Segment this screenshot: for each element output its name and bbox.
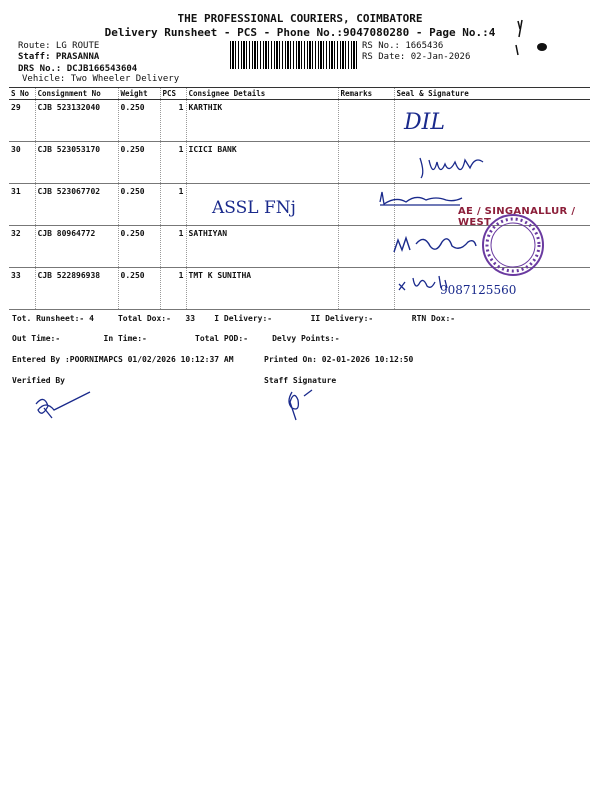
drs-number: DRS No.: DCJB166543604	[18, 64, 138, 74]
verified-signature	[30, 388, 100, 428]
row-remarks	[338, 268, 394, 310]
row-remarks	[338, 100, 394, 142]
row-pcs: 1	[160, 100, 186, 142]
runsheet-subtitle: Delivery Runsheet - PCS - Phone No.:9047080280 - Page No.:4	[104, 26, 496, 39]
row-sno: 29	[9, 100, 35, 142]
totals-line: Tot. Runsheet:- 4 Total Dox:- 33 I Delivery:- II Delivery:- RTN Dox:-	[12, 314, 456, 323]
row-signature	[394, 142, 590, 184]
staff-label: Staff: PRASANNA	[18, 52, 100, 62]
rs-number: RS No.: 1665436	[362, 41, 444, 51]
col-pcs: PCS	[160, 88, 186, 100]
row-consignment: CJB 80964772	[35, 226, 118, 268]
row-sno: 31	[9, 184, 35, 226]
table-header	[9, 88, 590, 100]
row-weight: 0.250	[118, 100, 160, 142]
handwritten-consignee-row31: ASSL FNj	[212, 198, 296, 218]
row-consignment: CJB 523067702	[35, 184, 118, 226]
staff-signature	[282, 386, 332, 422]
col-signature: Seal & Signature	[394, 88, 590, 100]
col-remarks: Remarks	[338, 88, 394, 100]
signature-row29: DIL	[404, 110, 445, 135]
entered-by: Entered By :POORNIMAPCS 01/02/2026 10:12:37 AM	[12, 355, 234, 364]
row-sno: 32	[9, 226, 35, 268]
printed-on: Printed On: 02-01-2026 10:12:50	[264, 355, 414, 364]
col-weight: Weight	[118, 88, 160, 100]
row-consignment: CJB 523053170	[35, 142, 118, 184]
row-weight: 0.250	[118, 142, 160, 184]
row-weight: 0.250	[118, 268, 160, 310]
route-label: Route: LG ROUTE	[18, 41, 100, 51]
row-consignment: CJB 523132040	[35, 100, 118, 142]
row-consignee: KARTHIK	[186, 100, 338, 142]
row-weight: 0.250	[118, 184, 160, 226]
col-sno: S No	[9, 88, 35, 100]
table-row	[9, 226, 590, 268]
staff-signature-label: Staff Signature	[264, 376, 337, 385]
row-sno: 30	[9, 142, 35, 184]
row-pcs: 1	[160, 184, 186, 226]
vehicle-label: Vehicle: Two Wheeler Delivery	[22, 74, 180, 84]
company-title: THE PROFESSIONAL COURIERS, COIMBATORE	[177, 12, 423, 25]
verified-by-label: Verified By	[12, 376, 65, 385]
row-pcs: 1	[160, 268, 186, 310]
col-consignee: Consignee Details	[186, 88, 338, 100]
table-row	[9, 100, 590, 142]
barcode	[230, 41, 357, 69]
col-consignment: Consignment No	[35, 88, 118, 100]
row-consignee: TMT K SUNITHA	[186, 268, 338, 310]
stamp-text: AE / SINGANALLUR / WEST	[458, 206, 576, 228]
row-remarks	[338, 184, 394, 226]
row-consignment: CJB 522896938	[35, 268, 118, 310]
row-consignee: ICICI BANK	[186, 142, 338, 184]
runsheet-table	[9, 87, 590, 310]
row-weight: 0.250	[118, 226, 160, 268]
row-pcs: 1	[160, 226, 186, 268]
times-line: Out Time:- In Time:- Total POD:- Delvy Points:-	[12, 334, 340, 343]
row-signature	[394, 226, 590, 268]
row-remarks	[338, 226, 394, 268]
handwritten-phone-row33: 9087125560	[440, 283, 517, 297]
row-remarks	[338, 142, 394, 184]
row-pcs: 1	[160, 142, 186, 184]
rs-date: RS Date: 02-Jan-2026	[362, 52, 471, 62]
row-consignee: SATHIYAN	[186, 226, 338, 268]
row-sno: 33	[9, 268, 35, 310]
table-row	[9, 142, 590, 184]
